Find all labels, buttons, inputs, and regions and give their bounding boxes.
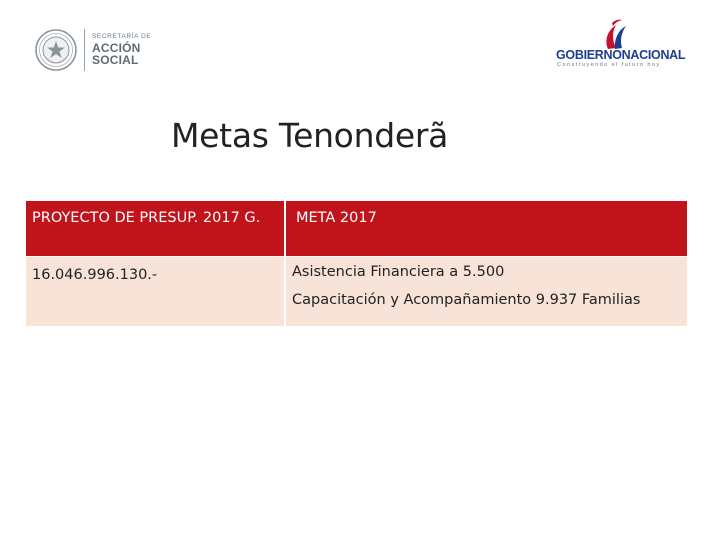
logo-divider [84, 29, 85, 71]
gobierno-nacional-logo [552, 18, 686, 72]
gobierno-swoosh-icon [552, 18, 682, 52]
page-title: Metas Tenonderã [171, 116, 449, 155]
metas-table [26, 201, 687, 326]
national-seal-icon [34, 28, 78, 72]
gn-tagline: Construyendo el futuro hoy [557, 62, 661, 68]
sas-wordmark [92, 34, 151, 67]
header-budget: PROYECTO DE PRESUP. 2017 G. [26, 201, 286, 257]
goal-line: Capacitación y Acompañamiento 9.937 Familias [292, 292, 641, 308]
gn-word-gobierno: GOBIERNO [556, 48, 622, 62]
sas-logo [34, 28, 151, 72]
sas-line1: ACCIÓN [92, 41, 141, 56]
gn-word-nacional: NACIONAL [621, 48, 686, 62]
cell-goals [286, 257, 687, 326]
table-row [26, 257, 687, 326]
goal-line: Asistencia Financiera a 5.500 [292, 264, 505, 280]
cell-budget: 16.046.996.130.- [26, 257, 286, 326]
sas-small-text: SECRETARÍA DE [92, 32, 152, 40]
header-goal: META 2017 [286, 201, 687, 257]
gobierno-nacional-wordmark [556, 48, 685, 62]
table-header-row [26, 201, 687, 257]
sas-line2: SOCIAL [92, 53, 139, 68]
